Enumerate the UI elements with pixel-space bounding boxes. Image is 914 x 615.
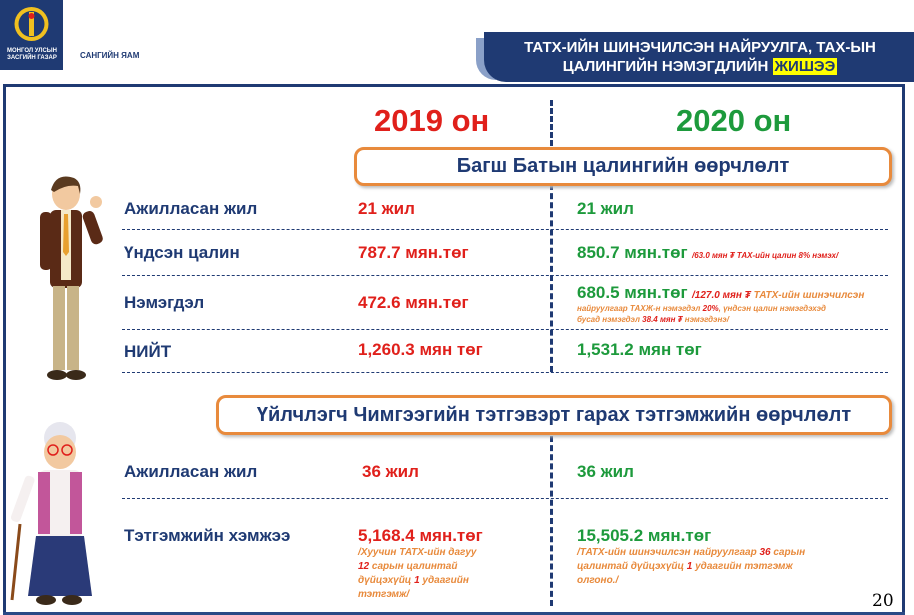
row-label-years-worked: Ажилласан жил [124,199,258,218]
slide-title: ТАТХ-ИЙН ШИНЭЧИЛСЭН НАЙРУУЛГА, ТАХ-ЫН ЦАЛИНГИЙН НЭМЭГДЛИЙН ЖИШЭЭ [524,39,876,75]
pensioner-illustration [10,420,106,610]
pensioner-years-2020: 36 жил [577,462,634,481]
column-divider [550,184,553,372]
teacher-total-2020: 1,531.2 мян төг [577,340,702,359]
pensioner-allowance-2020: 15,505.2 мян.төг /ТАТХ-ийн шинэчилсэн найруулгаар 36 сарын цалинтай дүйцэхүйц 1 удаагийн тэтгэмж олгоно./ [577,526,806,586]
pensioner-allowance-2019: 5,168.4 мян.төг /Хуучин ТАТХ-ийн дагуу 12 сарын цалинтай дүйцэхүйц 1 удаагийн тэтгэмж/ [358,526,483,600]
row-label-years-worked: Ажилласан жил [124,462,258,481]
row-separator [122,498,888,499]
teacher-bonus-2020: 680.5 мян.төг /127.0 мян ₮ ТАТХ-ийн шинэчилсэн найруулгаар ТАХЖ-н нэмэгдэл 20%, үндсэн цалин нэмэгдэхэд бусад нэмэгдэл 38.4 мян ₮ нэмэгдэнэ/ [577,283,865,324]
teacher-years-2020: 21 жил [577,199,634,218]
year-2020-heading: 2020 он [676,103,792,138]
row-separator [122,275,888,276]
row-label-bonus: Нэмэгдэл [124,293,205,312]
teacher-salary-2020: 850.7 мян.төг /63.0 мян ₮ ТАХ-ийн цалин 8% нэмэх/ [577,243,839,262]
teacher-illustration [26,172,106,384]
pensioner-years-2019: 36 жил [362,462,419,481]
column-divider [550,436,553,606]
title-highlight: ЖИШЭЭ [774,58,836,75]
page-number: 20 [872,591,894,611]
salary-increase-note: /63.0 мян ₮ ТАХ-ийн цалин 8% нэмэх/ [692,251,839,260]
teacher-years-2019: 21 жил [358,199,415,218]
teacher-bonus-2019: 472.6 мян.төг [358,293,469,312]
logo-caption: МОНГОЛ УЛСЫН ЗАСГИЙН ГАЗАР [7,48,57,61]
row-label-allowance: Тэтгэмжийн хэмжээ [124,526,291,545]
column-divider [550,100,553,146]
year-2019-heading: 2019 он [374,103,490,138]
row-separator [122,329,888,330]
pensioner-section-title: Үйлчлэгч Чимгээгийн тэтгэвэрт гарах тэтгэмжийн өөрчлөлт [216,395,892,435]
teacher-section-title: Багш Батын цалингийн өөрчлөлт [354,147,892,186]
teacher-salary-2019: 787.7 мян.төг [358,243,469,262]
row-separator [122,372,888,373]
soyombo-emblem-icon [0,0,63,48]
row-separator [122,229,888,230]
ministry-name: САНГИЙН ЯАМ [80,51,140,60]
row-label-base-salary: Үндсэн цалин [124,243,240,262]
teacher-total-2019: 1,260.3 мян төг [358,340,483,359]
row-label-total: НИЙТ [124,342,172,361]
